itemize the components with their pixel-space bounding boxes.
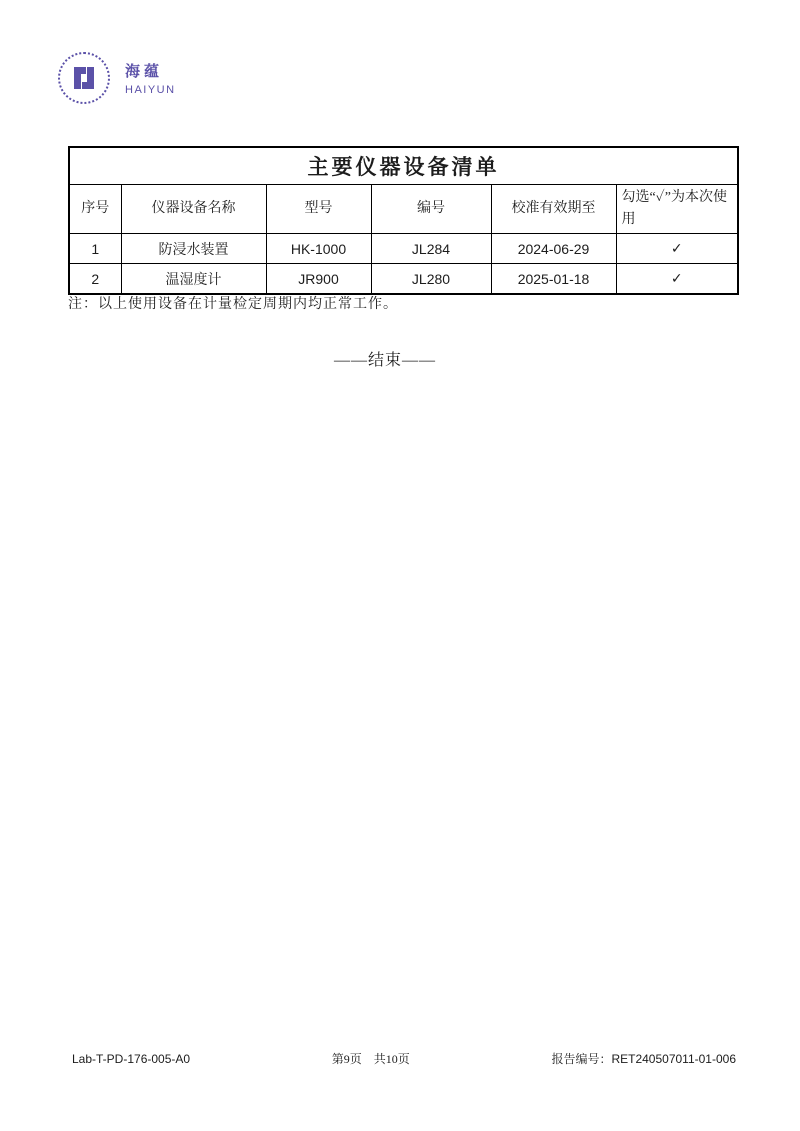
header-cell-calibration: 校准有效期至 xyxy=(491,184,616,234)
cell-index: 2 xyxy=(69,264,121,294)
equipment-table xyxy=(68,146,739,295)
cell-calibration-date: 2025-01-18 xyxy=(491,264,616,294)
cell-checkmark: ✓ xyxy=(616,264,738,294)
cell-calibration-date: 2024-06-29 xyxy=(491,234,616,264)
end-marker: ——结束—— xyxy=(333,352,436,369)
table-title-row xyxy=(69,147,738,184)
cell-index: 1 xyxy=(69,234,121,264)
header-cell-serial: 编号 xyxy=(371,184,491,234)
table-note: 注：以上使用设备在计量检定周期内均正常工作。 xyxy=(68,297,398,312)
logo-text xyxy=(125,60,176,96)
logo-en-text: HAIYUN xyxy=(125,84,176,96)
cell-name: 温湿度计 xyxy=(121,264,266,294)
cell-serial: JL280 xyxy=(371,264,491,294)
table-header-row xyxy=(69,184,738,234)
footer-doc-code: Lab-T-PD-176-005-A0 xyxy=(72,1052,191,1066)
cell-serial: JL284 xyxy=(371,234,491,264)
header-cell-checkmark: 勾选“✓”为本次使用 xyxy=(616,184,738,234)
header-cell-model: 型号 xyxy=(266,184,371,234)
page-footer xyxy=(0,1050,800,1067)
footer-page-info: 第9页 共10页 xyxy=(331,1052,410,1066)
header-cell-index: 序号 xyxy=(69,184,121,234)
company-logo xyxy=(58,52,176,104)
table-title: 主要仪器设备清单 xyxy=(69,147,738,184)
logo-cn-text: 海蕴 xyxy=(125,64,164,80)
cell-name: 防浸水装置 xyxy=(121,234,266,264)
footer-report-number: 报告编号：RET240507011-01-006 xyxy=(551,1052,736,1066)
cell-model: HK-1000 xyxy=(266,234,371,264)
table-row xyxy=(69,264,738,294)
header-cell-name: 仪器设备名称 xyxy=(121,184,266,234)
cell-model: JR900 xyxy=(266,264,371,294)
cell-checkmark: ✓ xyxy=(616,234,738,264)
table-row xyxy=(69,234,738,264)
haiyun-logo-icon xyxy=(58,52,110,104)
